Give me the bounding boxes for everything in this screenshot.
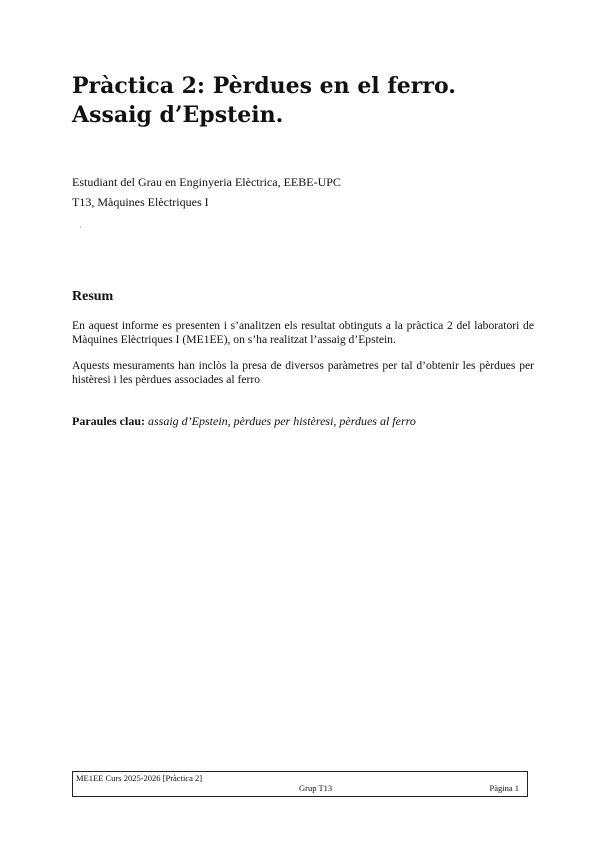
footer-page-number: Pàgina 1 (489, 783, 519, 793)
abstract-paragraph-1: En aquest informe es presenten i s’analitzen els resultat obtinguts a la pràctica 2 del laboratori de Màquines Elèctriques I (ME1EE), on s’ha realitzat l’assaig d’Epstein. (72, 319, 534, 346)
abstract-paragraph-2: Aquests mesuraments han inclòs la presa de diversos paràmetres per tal d’obtenir les pèrdues per histèresi i les pèrdues associades al ferro (72, 359, 534, 386)
page-footer (72, 771, 528, 797)
document-title: Pràctica 2: Pèrdues en el ferro. Assaig d’Epstein. (72, 73, 456, 128)
stray-mark: · (79, 222, 82, 232)
author-affiliation: Estudiant del Grau en Enginyeria Elèctrica, EEBE-UPC (72, 175, 341, 189)
footer-course: ME1EE Curs 2025-2026 [Pràctica 2] (76, 773, 203, 783)
footer-group: Grup T13 (299, 783, 333, 793)
author-group: T13, Màquines Elèctriques I (72, 195, 209, 209)
keywords-label: Paraules clau: (72, 414, 145, 428)
abstract-heading: Resum (72, 289, 114, 304)
author-block (72, 172, 341, 212)
keywords-text: assaig d’Epstein, pèrdues per histèresi, pèrdues al ferro (148, 414, 416, 428)
keywords (72, 414, 416, 429)
